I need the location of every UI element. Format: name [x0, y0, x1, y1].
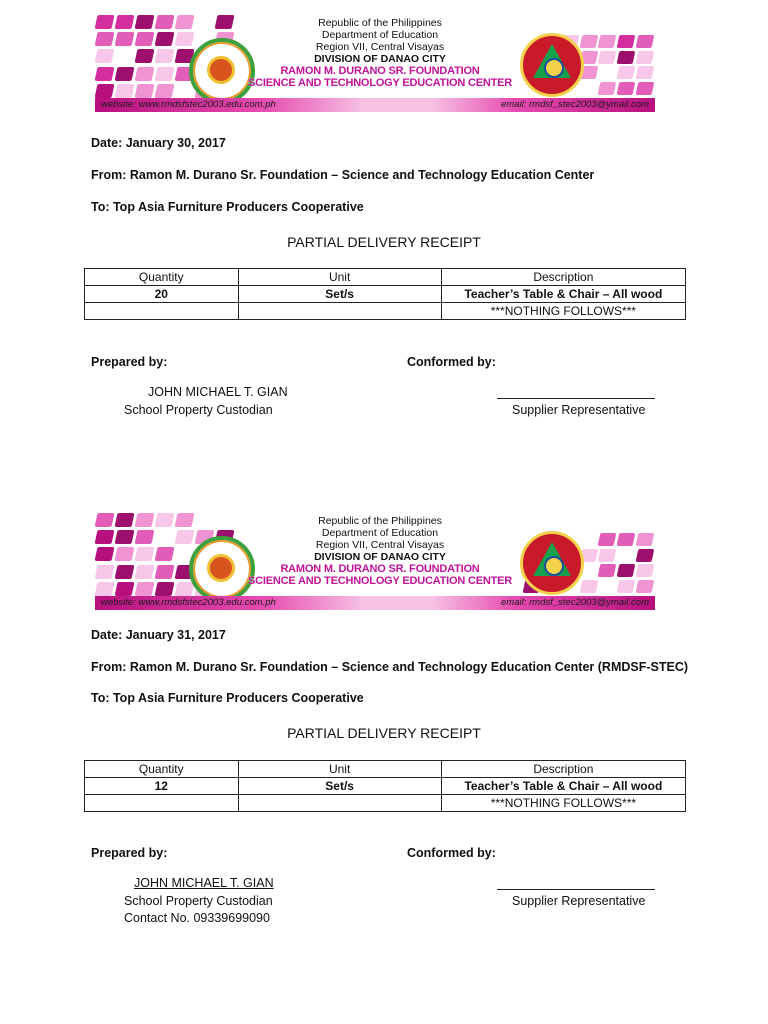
mosaic-tile	[174, 15, 194, 29]
mosaic-tile	[94, 582, 114, 596]
cell-quantity: 20	[85, 286, 239, 303]
cell-description: ***NOTHING FOLLOWS***	[441, 795, 685, 812]
preparer-name: JOHN MICHAEL T. GIAN	[134, 876, 274, 890]
conformed-by-label: Conformed by:	[407, 846, 496, 860]
mosaic-tile	[617, 580, 636, 593]
mosaic-tile	[636, 51, 655, 64]
letterhead	[95, 512, 655, 614]
letterhead-foundation: RAMON M. DURANO SR. FOUNDATION	[280, 65, 480, 77]
mosaic-tile	[636, 82, 655, 95]
table-row	[85, 795, 686, 812]
letterhead-text	[245, 515, 515, 587]
mosaic-tile	[114, 32, 134, 46]
cell-unit	[238, 795, 441, 812]
table-row	[85, 303, 686, 320]
mosaic-tile	[134, 530, 154, 544]
mosaic-tile	[134, 582, 154, 596]
mosaic-tile	[154, 565, 174, 579]
prepared-by-label: Prepared by:	[91, 355, 168, 369]
mosaic-tile	[617, 564, 636, 577]
mosaic-tile	[154, 84, 174, 98]
mosaic-tile	[579, 35, 598, 48]
mosaic-tile	[114, 582, 134, 596]
from-line: From: Ramon M. Durano Sr. Foundation – Science and Technology Education Center	[91, 168, 595, 182]
signature-line	[497, 398, 655, 399]
cell-description: Teacher’s Table & Chair – All wood	[441, 778, 685, 795]
header-quantity: Quantity	[85, 269, 239, 286]
mosaic-tile	[94, 32, 114, 46]
mosaic-tile	[598, 533, 617, 546]
receipt-title: PARTIAL DELIVERY RECEIPT	[287, 725, 481, 741]
mosaic-tile	[114, 67, 134, 81]
table-row	[85, 778, 686, 795]
website-text: website: www.rmdsfstec2003.edu.com.ph	[101, 597, 276, 608]
mosaic-tile	[154, 32, 174, 46]
foundation-seal-icon	[520, 33, 584, 97]
preparer-contact: Contact No. 09339699090	[124, 911, 270, 925]
cell-unit	[238, 303, 441, 320]
mosaic-tile	[134, 84, 154, 98]
mosaic-tile	[154, 582, 174, 596]
supplier-title: Supplier Representative	[512, 403, 646, 417]
mosaic-tile	[114, 530, 134, 544]
mosaic-tile	[174, 530, 194, 544]
letterhead-division: DIVISION OF DANAO CITY	[314, 53, 446, 65]
receipt-title: PARTIAL DELIVERY RECEIPT	[287, 234, 481, 250]
mosaic-tile	[617, 51, 636, 64]
mosaic-tile	[174, 32, 194, 46]
items-table	[84, 760, 686, 812]
mosaic-tile	[617, 66, 636, 79]
mosaic-tile	[579, 580, 598, 593]
table-header-row	[85, 269, 686, 286]
letterhead-center: SCIENCE AND TECHNOLOGY EDUCATION CENTER	[248, 575, 512, 587]
preparer-name: JOHN MICHAEL T. GIAN	[148, 385, 288, 399]
letterhead-line: Republic of the Philippines	[318, 17, 442, 29]
mosaic-tile	[598, 82, 617, 95]
mosaic-tile	[154, 49, 174, 63]
mosaic-tile	[154, 513, 174, 527]
email-text: email: rmdsf_stec2003@ymail.com	[501, 99, 649, 110]
mosaic-tile	[636, 580, 655, 593]
cell-quantity	[85, 303, 239, 320]
letterhead-line: Region VII, Central Visayas	[315, 41, 445, 53]
foundation-seal-icon	[520, 531, 584, 595]
header-quantity: Quantity	[85, 761, 239, 778]
mosaic-tile	[636, 564, 655, 577]
mosaic-tile	[598, 51, 617, 64]
letterhead	[95, 14, 655, 116]
mosaic-tile	[114, 513, 134, 527]
letterhead-foundation: RAMON M. DURANO SR. FOUNDATION	[280, 563, 480, 575]
mosaic-tile	[598, 564, 617, 577]
to-line: To: Top Asia Furniture Producers Cooperative	[91, 200, 364, 214]
contact-bar	[95, 596, 655, 610]
mosaic-tile	[94, 530, 114, 544]
preparer-title: School Property Custodian	[124, 894, 273, 908]
mosaic-tile	[114, 565, 134, 579]
mosaic-tile	[636, 549, 655, 562]
mosaic-tile	[94, 84, 114, 98]
supplier-title: Supplier Representative	[512, 894, 646, 908]
mosaic-tile	[94, 565, 114, 579]
prepared-by-label: Prepared by:	[91, 846, 168, 860]
mosaic-tile	[134, 49, 154, 63]
header-description: Description	[441, 269, 685, 286]
mosaic-tile	[94, 547, 114, 561]
signature-line	[497, 889, 655, 890]
mosaic-tile	[94, 67, 114, 81]
mosaic-tile	[598, 549, 617, 562]
mosaic-tile	[636, 533, 655, 546]
letterhead-center: SCIENCE AND TECHNOLOGY EDUCATION CENTER	[248, 77, 512, 89]
cell-quantity	[85, 795, 239, 812]
mosaic-tile	[154, 67, 174, 81]
mosaic-tile	[134, 67, 154, 81]
cell-description: Teacher’s Table & Chair – All wood	[441, 286, 685, 303]
table-row	[85, 286, 686, 303]
mosaic-tile	[114, 15, 134, 29]
letterhead-line: Region VII, Central Visayas	[315, 539, 445, 551]
mosaic-tile	[174, 513, 194, 527]
date-line: Date: January 31, 2017	[91, 628, 226, 642]
mosaic-tile	[154, 547, 174, 561]
mosaic-tile	[134, 565, 154, 579]
date-line: Date: January 30, 2017	[91, 136, 226, 150]
mosaic-tile	[636, 66, 655, 79]
contact-bar	[95, 98, 655, 112]
mosaic-tile	[636, 35, 655, 48]
cell-unit: Set/s	[238, 778, 441, 795]
mosaic-tile	[134, 547, 154, 561]
header-description: Description	[441, 761, 685, 778]
mosaic-tile	[154, 15, 174, 29]
mosaic-tile	[134, 32, 154, 46]
letterhead-line: Republic of the Philippines	[318, 515, 442, 527]
mosaic-tile	[94, 15, 114, 29]
table-header-row	[85, 761, 686, 778]
header-unit: Unit	[238, 269, 441, 286]
mosaic-tile	[214, 15, 234, 29]
to-line: To: Top Asia Furniture Producers Cooperative	[91, 691, 364, 705]
mosaic-tile	[94, 513, 114, 527]
letterhead-division: DIVISION OF DANAO CITY	[314, 551, 446, 563]
website-text: website: www.rmdsfstec2003.edu.com.ph	[101, 99, 276, 110]
mosaic-tile	[617, 82, 636, 95]
mosaic-tile	[174, 582, 194, 596]
mosaic-tile	[114, 547, 134, 561]
letterhead-line: Department of Education	[321, 29, 439, 41]
mosaic-tile	[114, 84, 134, 98]
mosaic-tile	[617, 35, 636, 48]
letterhead-line: Department of Education	[321, 527, 439, 539]
cell-unit: Set/s	[238, 286, 441, 303]
preparer-title: School Property Custodian	[124, 403, 273, 417]
items-table	[84, 268, 686, 320]
header-unit: Unit	[238, 761, 441, 778]
mosaic-tile	[94, 49, 114, 63]
cell-description: ***NOTHING FOLLOWS***	[441, 303, 685, 320]
mosaic-tile	[617, 533, 636, 546]
conformed-by-label: Conformed by:	[407, 355, 496, 369]
letterhead-text	[245, 17, 515, 89]
mosaic-tile	[134, 15, 154, 29]
cell-quantity: 12	[85, 778, 239, 795]
mosaic-tile	[134, 513, 154, 527]
email-text: email: rmdsf_stec2003@ymail.com	[501, 597, 649, 608]
from-line: From: Ramon M. Durano Sr. Foundation – Science and Technology Education Center (RMDSF-STEC)	[91, 660, 689, 674]
mosaic-tile	[598, 35, 617, 48]
